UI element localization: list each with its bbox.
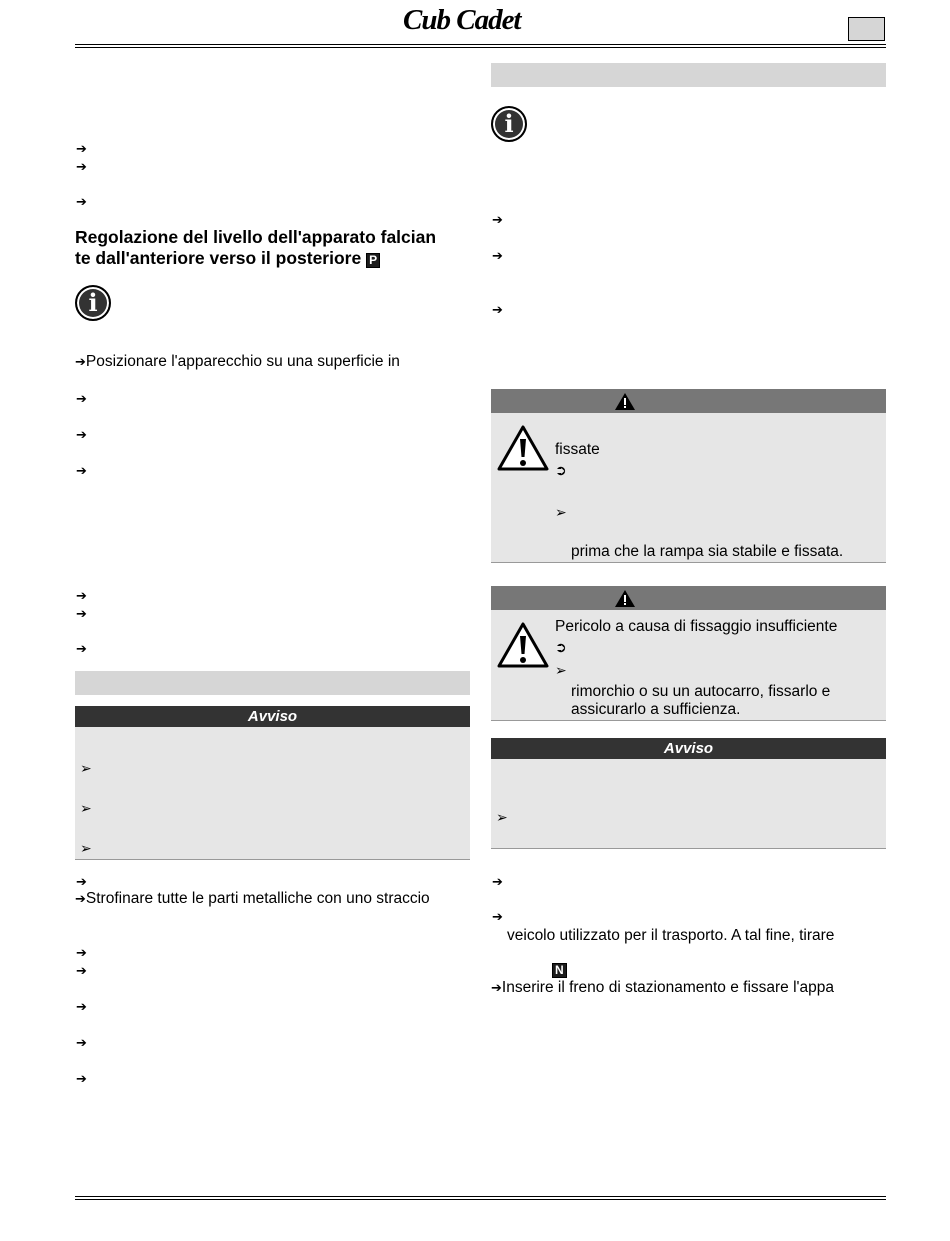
warning1-fissate: fissate — [555, 441, 600, 458]
info-icon: i — [491, 106, 527, 142]
arrow-icon: ➔ — [492, 909, 503, 924]
arrow-icon: ➔ — [76, 588, 87, 603]
footer-rule-top — [75, 1196, 886, 1197]
section-heading-line2 — [75, 248, 470, 269]
figure-badge-n: N — [552, 963, 567, 978]
arrow-icon: ➔ — [491, 980, 502, 995]
arrow-icon: ➔ — [76, 606, 87, 621]
warning-triangle-icon — [497, 622, 549, 668]
arrow-icon: ➔ — [492, 874, 503, 889]
chevron-icon: ➢ — [555, 662, 567, 678]
section-heading-line1: Regolazione del livello dell'apparato falcian — [75, 227, 437, 247]
section-bar-left — [75, 671, 470, 695]
instruction-wipe-text: Strofinare tutte le parti metalliche con uno straccio — [85, 890, 430, 907]
arrow-icon: ➔ — [76, 874, 87, 889]
chevron-icon: ➢ — [555, 504, 567, 520]
header-rule-top — [75, 44, 886, 45]
arrow-icon: ➔ — [76, 159, 87, 174]
section-heading — [75, 227, 470, 269]
arrow-icon: ➔ — [492, 302, 503, 317]
arrow-icon: ➔ — [492, 212, 503, 227]
warning-header-1 — [491, 389, 886, 413]
instruction-position-text: Posizionare l'apparecchio su una superficie in — [85, 353, 400, 370]
footer-rule-bottom — [75, 1199, 886, 1200]
arrow-icon: ➔ — [76, 945, 87, 960]
arrow-icon: ➔ — [76, 391, 87, 406]
info-icon: i — [75, 285, 111, 321]
instruction-position — [75, 352, 400, 371]
hook-arrow-icon: ➲ — [555, 462, 567, 478]
chevron-icon: ➢ — [80, 760, 92, 776]
warning-triangle-icon — [497, 425, 549, 471]
section-bar-right — [491, 63, 886, 87]
notice-body-right — [491, 759, 886, 849]
chevron-icon: ➢ — [80, 840, 92, 856]
notice-header-right: Avviso — [491, 738, 886, 759]
arrow-icon: ➔ — [76, 141, 87, 156]
warning1-ramp: prima che la rampa sia stabile e fissata. — [571, 543, 844, 560]
arrow-icon: ➔ — [76, 1035, 87, 1050]
header-rule-bottom — [75, 47, 886, 48]
section-heading-text: te dall'anteriore verso il posteriore — [75, 248, 362, 268]
arrow-icon: ➔ — [75, 354, 86, 369]
arrow-icon: ➔ — [76, 641, 87, 656]
warning2-line2: assicurarlo a sufficienza. — [571, 701, 741, 718]
arrow-icon: ➔ — [76, 427, 87, 442]
instruction-brake-text: Inserire il freno di stazionamento e fissare l'appa — [501, 979, 834, 996]
arrow-icon: ➔ — [76, 194, 87, 209]
warning-body-2 — [491, 610, 886, 721]
notice-header-left: Avviso — [75, 706, 470, 727]
arrow-icon: ➔ — [76, 999, 87, 1014]
warning-header-2 — [491, 586, 886, 610]
warning-body-1 — [491, 413, 886, 563]
warning-icon — [615, 393, 635, 410]
hook-arrow-icon: ➲ — [555, 639, 567, 655]
arrow-icon: ➔ — [76, 963, 87, 978]
warning-icon — [615, 590, 635, 607]
arrow-icon: ➔ — [75, 891, 86, 906]
notice-body-left — [75, 727, 470, 860]
chevron-icon: ➢ — [80, 800, 92, 816]
instruction-brake — [491, 978, 834, 997]
figure-badge-p: P — [366, 253, 380, 268]
arrow-icon: ➔ — [76, 1071, 87, 1086]
warning2-title: Pericolo a causa di fissaggio insufficiente — [555, 618, 838, 635]
arrow-icon: ➔ — [492, 248, 503, 263]
brand-logo: Cub Cadet — [403, 4, 521, 36]
chevron-icon: ➢ — [496, 809, 508, 825]
instruction-wipe — [75, 889, 430, 908]
instruction-vehicle: veicolo utilizzato per il trasporto. A tal fine, tirare — [507, 927, 835, 944]
arrow-icon: ➔ — [76, 463, 87, 478]
page-number-box — [848, 17, 885, 41]
warning2-line1: rimorchio o su un autocarro, fissarlo e — [571, 683, 831, 700]
